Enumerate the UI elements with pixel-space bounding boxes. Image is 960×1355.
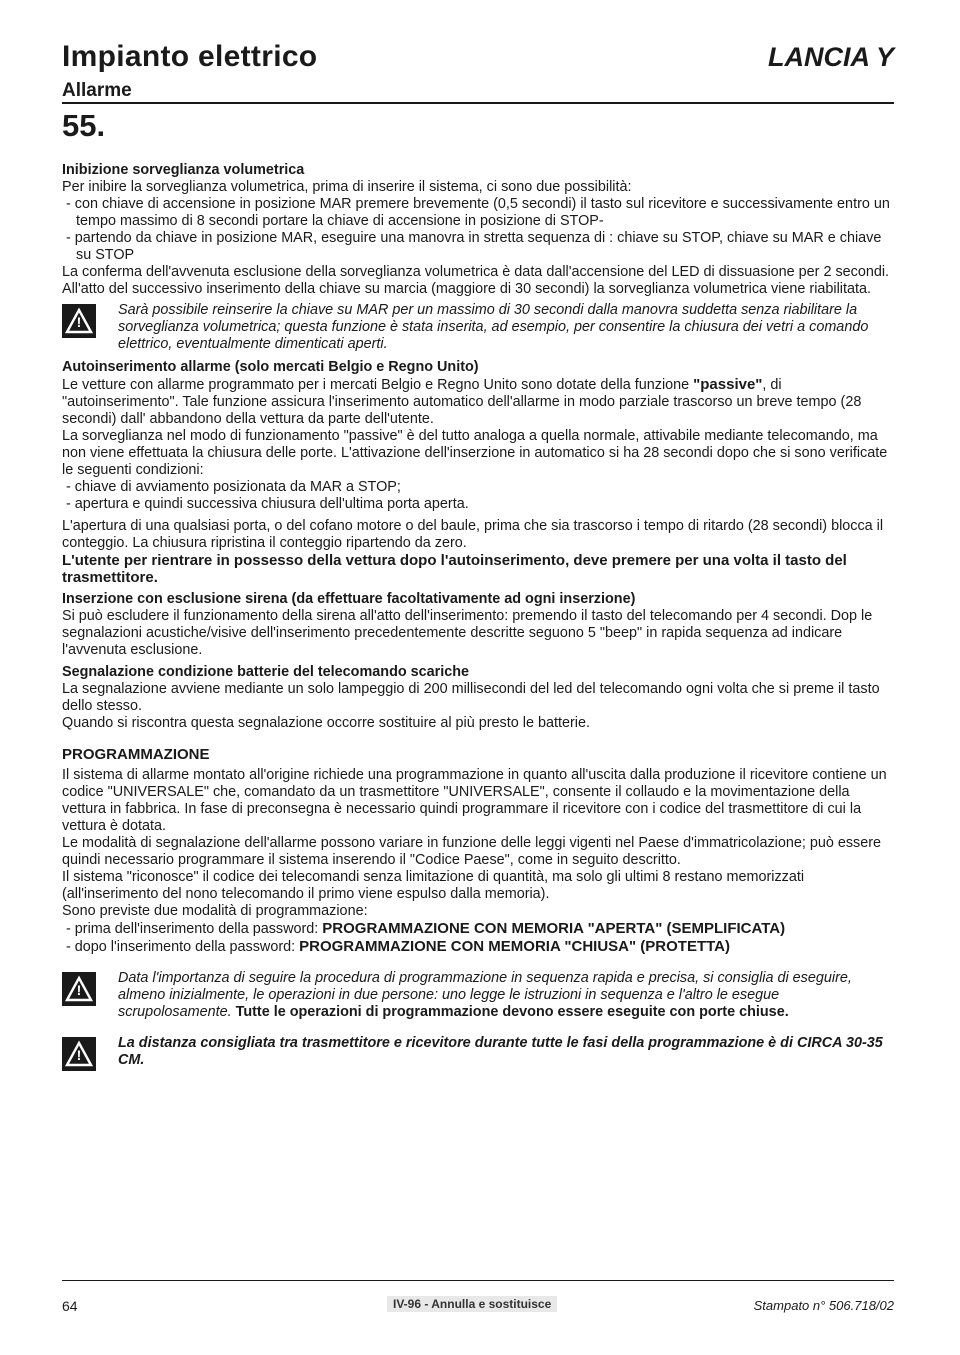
list-item: [62, 920, 894, 938]
warning-icon: !: [62, 304, 96, 338]
text: Le vetture con allarme programmato per i mercati Belgio e Regno Unito sono dotate della funzione: [62, 377, 690, 393]
paragraph: Sono previste due modalità di programmazione:: [62, 903, 368, 919]
text: - prima dell'inserimento della password:: [66, 921, 323, 937]
warning-note: [62, 302, 894, 353]
list-item: - con chiave di accensione in posizione MAR premere brevemente (0,5 secondi) il tasto sul ricevitore e successivamente entro un tempo massimo di 8 secondi portare la chiave di accensione in posizione di STOP-: [66, 196, 890, 229]
paragraph: La segnalazione avviene mediante un solo lampeggio di 200 millisecondi del led del telecomando ogni volta che si preme il tasto dello stesso.: [62, 681, 880, 714]
brand-label: LANCIA Y: [767, 42, 894, 72]
section-number: 55.: [62, 108, 106, 143]
revision-stamp: IV-96 - Annulla e sostituisce: [387, 1296, 557, 1312]
bold-paragraph: L'utente per rientrare in possesso della vettura dopo l'autoinserimento, deve premere per una volta il tasto del trasmettitore.: [62, 552, 847, 586]
section-heading: Autoinserimento allarme (solo mercati Belgio e Regno Unito): [62, 359, 479, 375]
paragraph: [62, 376, 894, 428]
warning-note: [62, 970, 894, 1021]
paragraph: Si può escludere il funzionamento della sirena all'atto dell'inserimento: premendo il tasto del telecomando per 4 secondi. Dop le segnalazioni acustiche/visive dell'inserimento precedentemente descritte seguono 5 "beep" in rapida sequenza ad indicare l'avvenuta esclusione.: [62, 608, 873, 658]
section-heading: PROGRAMMAZIONE: [62, 746, 210, 763]
bold-text: Tutte le operazioni di programmazione devono essere eseguite con porte chiuse.: [235, 1004, 789, 1020]
section-heading: Inibizione sorveglianza volumetrica: [62, 162, 305, 178]
manual-page: [62, 40, 894, 1075]
note-text: Sarà possibile reinserire la chiave su MAR per un massimo di 30 secondi dalla manovra suddetta senza riabilitare la sorveglianza volumetrica; questa funzione è stata inserita, ad esempio, per consentire la chiusura dei vetri a comando elettrico, eventualmente dimenticati aperti.: [118, 302, 869, 352]
list-item: - chiave di avviamento posizionata da MAR a STOP;: [66, 479, 401, 495]
warning-note: [62, 1035, 894, 1069]
paragraph: L'apertura di una qualsiasi porta, o del cofano motore o del baule, prima che sia trascorso i tempo di ritardo (28 secondi) blocca il conteggio. La chiusura ripristina il conteggio ripartendo da zero.: [62, 518, 884, 551]
list-item: [62, 938, 894, 956]
warning-icon: !: [62, 1037, 96, 1071]
page-subtitle: Allarme: [62, 80, 132, 101]
page-header: [62, 40, 894, 102]
page-content: [62, 162, 894, 1069]
text: , di "autoinserimento". Tale funzione assicura l'inserimento automatico dell'allarme in modo parziale trascorso un breve tempo (28 secondi) dall' abbandono della vettura da parte dell'utente.: [62, 377, 862, 427]
note-text: [118, 970, 894, 1021]
paragraph: Il sistema di allarme montato all'origine richiede una programmazione in quanto all'uscita dalla produzione il ricevitore contiene un codice "UNIVERSALE" che, comandato da un trasmettitore "UNIVERSALE", consente il collaudo e la movimentazione della vettura in fabbrica. In fase di preconsegna è necessario quindi programmare il ricevitore con i codice del trasmettitore di cui la vettura è dotata.: [62, 767, 887, 834]
text: Data l'importanza di seguire la procedura di programmazione in sequenza rapida e precisa, si consiglia di eseguire, almeno inizialmente, le operazioni in due persone: uno legge le istruzioni in sequenza e l'altro le esegue scrupolosamente.: [118, 970, 852, 1020]
header-rule: [62, 102, 894, 104]
paragraph: Quando si riscontra questa segnalazione occorre sostituire al più presto le batterie.: [62, 715, 590, 731]
bold-term: PROGRAMMAZIONE CON MEMORIA "CHIUSA" (PROTETTA): [299, 938, 730, 955]
list-item: - apertura e quindi successiva chiusura dell'ultima porta aperta.: [66, 496, 469, 512]
note-text: La distanza consigliata tra trasmettitore e ricevitore durante tutte le fasi della programmazione è di CIRCA 30-35 CM.: [118, 1035, 883, 1068]
bold-term: PROGRAMMAZIONE CON MEMORIA "APERTA" (SEMPLIFICATA): [322, 920, 786, 937]
list-item: - partendo da chiave in posizione MAR, eseguire una manovra in stretta sequenza di : chiave su STOP, chiave su MAR e chiave su STOP: [66, 230, 882, 263]
paragraph: La sorveglianza nel modo di funzionamento "passive" è del tutto analoga a quella normale, attivabile mediante telecomando, ma non viene effettuata la chiusura delle porte. L'attivazione dell'inserzione in automatico si ha 28 secondi dopo che si sono verificate le seguenti condizioni:: [62, 428, 888, 478]
paragraph: All'atto del successivo inserimento della chiave su marcia (maggiore di 30 secondi) la sorveglianza volumetrica viene riabilitata.: [62, 281, 872, 297]
page-title: Impianto elettrico: [62, 40, 318, 73]
paragraph: Le modalità di segnalazione dell'allarme possono variare in funzione delle leggi vigenti nel Paese d'immatricolazione; può essere quindi necessario programmare il sistema inserendo il "Codice Paese", come in seguito descritto.: [62, 835, 882, 868]
paragraph: La conferma dell'avvenuta esclusione della sorveglianza volumetrica è data dall'accensione del LED di dissuasione per 2 secondi.: [62, 264, 890, 280]
print-reference: Stampato n° 506.718/02: [753, 1298, 894, 1313]
paragraph: Il sistema "riconosce" il codice dei telecomandi senza limitazione di quantità, ma solo gli ultimi 8 restano memorizzati (all'inserimento del nono telecomando il primo viene espulso dalla memoria).: [62, 869, 805, 902]
page-footer: [62, 1280, 894, 1314]
section-heading: Inserzione con esclusione sirena (da effettuare facoltativamente ad ogni inserzione): [62, 591, 636, 607]
bold-term: "passive": [693, 376, 763, 393]
warning-icon: !: [62, 972, 96, 1006]
text: - dopo l'inserimento della password:: [66, 939, 300, 955]
page-number: 64: [62, 1298, 78, 1314]
paragraph: Per inibire la sorveglianza volumetrica, prima di inserire il sistema, ci sono due possibilità:: [62, 179, 632, 195]
section-heading: Segnalazione condizione batterie del telecomando scariche: [62, 664, 470, 680]
